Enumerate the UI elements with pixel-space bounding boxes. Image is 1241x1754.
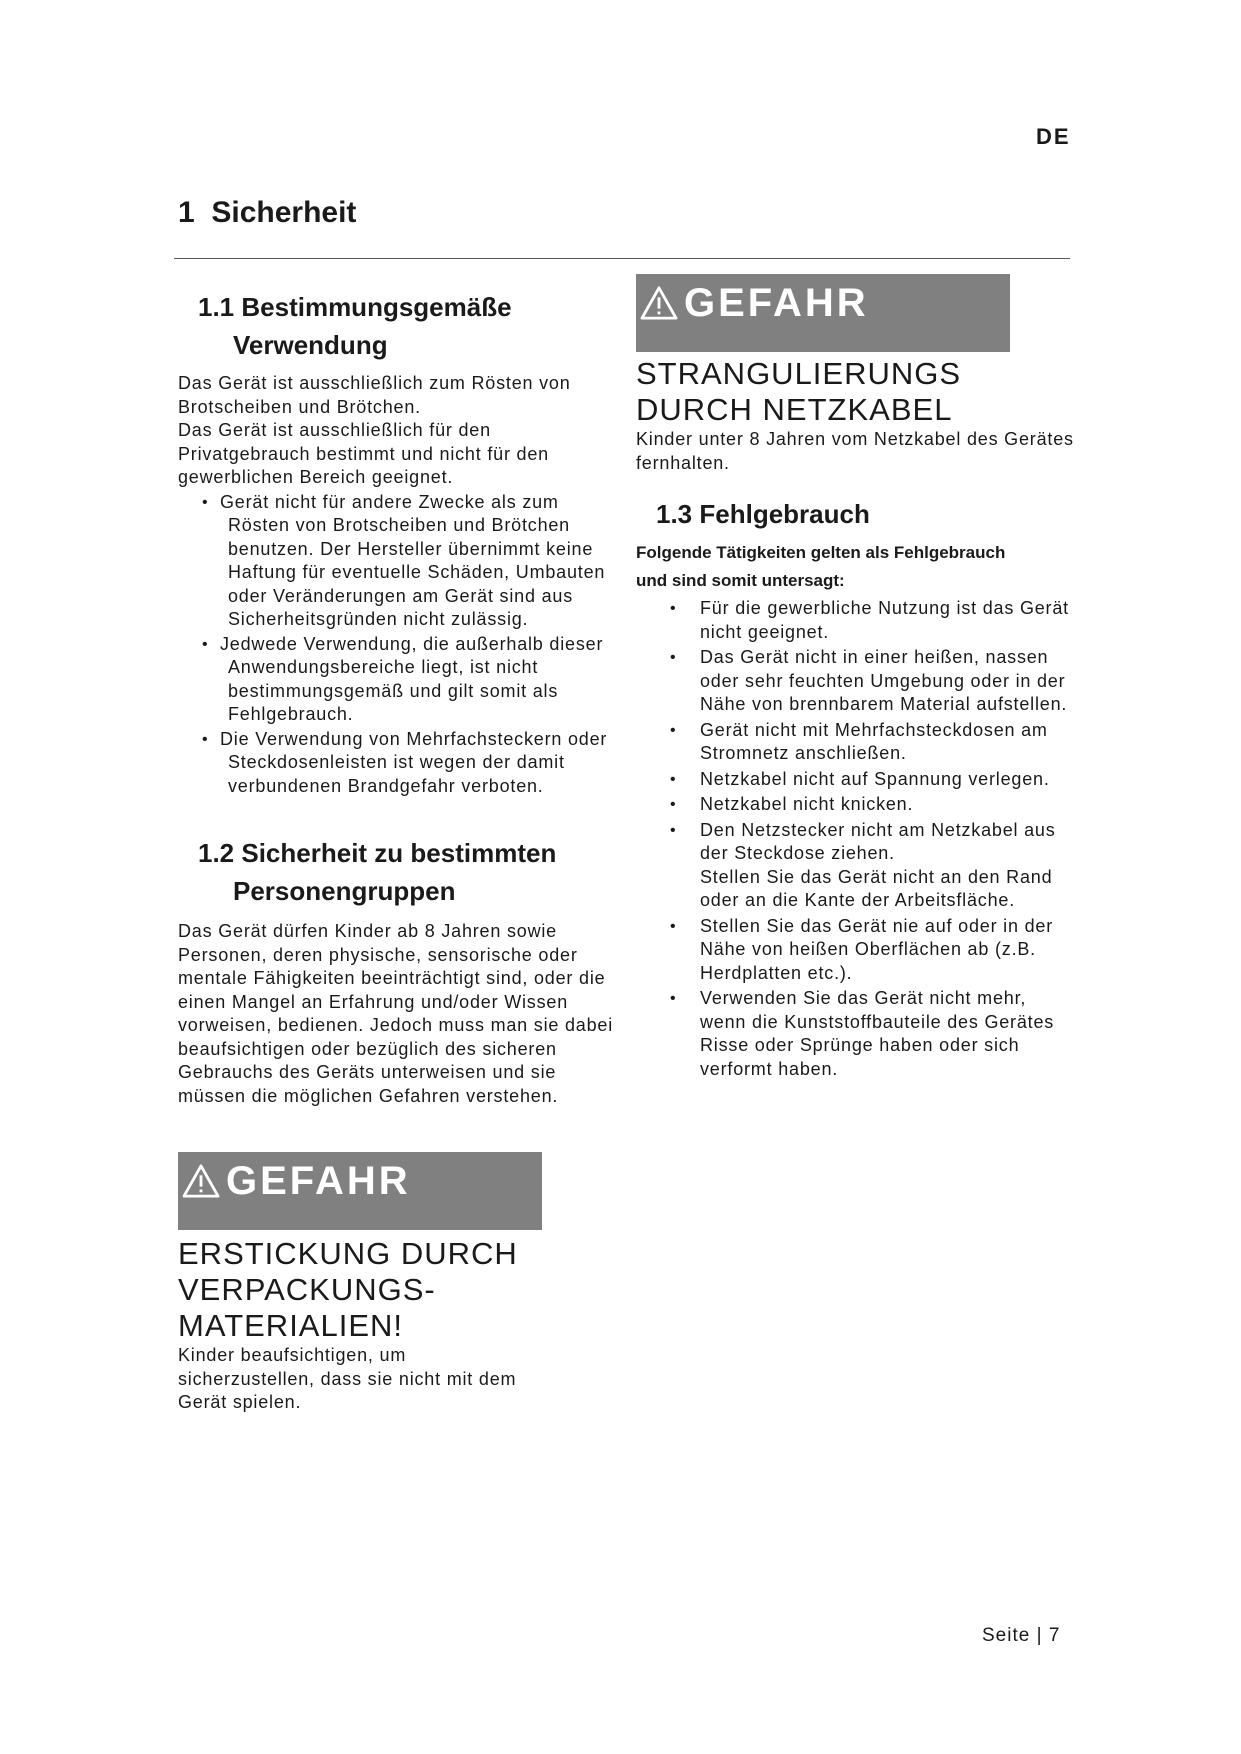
- danger-label: GEFAHR: [684, 281, 869, 325]
- danger-box-strangulation: [636, 274, 1010, 352]
- list-item: • Gerät nicht mit Mehrfachsteckdosen am Stromnetz anschließen.: [670, 719, 1048, 763]
- danger-text: Kinder unter 8 Jahren vom Netzkabel des Gerätes fernhalten.: [636, 429, 1074, 473]
- list-item: • Verwenden Sie das Gerät nicht mehr, wenn die Kunststoffbauteile des Gerätes Risse oder Sprünge haben oder sich verformt haben.: [670, 988, 1055, 1079]
- bullet-icon: •: [670, 649, 677, 666]
- language-code: DE: [1036, 124, 1071, 149]
- bullet-icon: •: [670, 917, 677, 935]
- page-footer: [982, 1625, 1060, 1647]
- danger-heading: STRANGULIERUNGS DURCH NETZKABEL: [636, 356, 962, 427]
- list-item: • Jedwede Verwendung, die außerhalb dieser Anwendungsbereiche liegt, ist nicht bestimmungsgemäß und gilt somit als Fehlgebrauch.: [202, 633, 604, 724]
- danger-text: Kinder beaufsichtigen, um sicherzustellen, dass sie nicht mit dem Gerät spielen.: [178, 1345, 517, 1412]
- bullet-icon: •: [670, 990, 677, 1007]
- section-1-1-bullet-list: [202, 491, 618, 799]
- warning-triangle-icon: [640, 286, 678, 320]
- list-item: • Stellen Sie das Gerät nie auf oder in der Nähe von heißen Oberflächen ab (z.B. Herdplatten etc.).: [670, 915, 1053, 983]
- section-1-2-paragraph: Das Gerät dürfen Kinder ab 8 Jahren sowie Personen, deren physische, sensorische oder mentale Fähigkeiten beeinträchtigt sind, oder die einen Mangel an Erfahrung und/oder Wissen vorweisen, bedienen. Jedoch muss man sie dabei beaufsichtigen oder bezüglich des sicheren Gebrauchs des Geräts unterweisen und sie müssen die möglichen Gefahren verstehen.: [178, 921, 614, 1106]
- bullet-icon: •: [670, 796, 677, 813]
- danger-banner: [178, 1152, 542, 1230]
- page-label: Seite: [982, 1625, 1031, 1646]
- list-item: • Netzkabel nicht auf Spannung verlegen.: [670, 768, 1076, 792]
- section-1-1-heading-line2: Verwendung: [233, 330, 388, 360]
- section-1-2-heading-line1: 1.2 Sicherheit zu bestimmten: [198, 838, 557, 868]
- right-column: [636, 274, 1076, 1083]
- section-1-3-lead: Folgende Tätigkeiten gelten als Fehlgebrauch und sind somit untersagt:: [636, 543, 1006, 590]
- bullet-icon: •: [670, 600, 677, 617]
- chapter-title: [178, 196, 356, 230]
- list-item: • Das Gerät nicht in einer heißen, nassen oder sehr feuchten Umgebung oder in der Nähe von brennbarem Material aufstellen.: [670, 647, 1068, 714]
- chapter-number: 1: [178, 196, 195, 229]
- section-1-3-bullet-list: [670, 597, 1076, 1081]
- bullet-icon: •: [670, 721, 677, 739]
- bullet-icon: •: [670, 770, 677, 788]
- danger-label: GEFAHR: [226, 1159, 411, 1203]
- section-1-2-heading: [178, 834, 618, 910]
- page-number: 7: [1048, 1625, 1061, 1646]
- bullet-icon: •: [670, 821, 677, 839]
- chapter-title-text: Sicherheit: [211, 196, 357, 229]
- warning-triangle-icon: [182, 1164, 220, 1198]
- left-column: [178, 288, 618, 1415]
- section-1-1-heading: [178, 288, 618, 364]
- list-item: • Für die gewerbliche Nutzung ist das Gerät nicht geeignet.: [670, 598, 1069, 642]
- danger-heading: ERSTICKUNG DURCH VERPACKUNGS- MATERIALIEN!: [178, 1236, 518, 1343]
- section-1-1-paragraph-2: Das Gerät ist ausschließlich für den Privatgebrauch bestimmt und nicht für den gewerblichen Bereich geeignet.: [178, 420, 549, 487]
- list-item: • Die Verwendung von Mehrfachsteckern oder Steckdosenleisten ist wegen der damit verbundenen Brandgefahr verboten.: [202, 728, 608, 796]
- section-1-3-heading: 1.3 Fehlgebrauch: [656, 499, 870, 529]
- chapter-divider: [174, 258, 1070, 259]
- section-1-2-heading-line2: Personengruppen: [233, 876, 456, 906]
- list-item: • Den Netzstecker nicht am Netzkabel aus der Steckdose ziehen. Stellen Sie das Gerät nicht an den Rand oder an die Kante der Arbeitsfläche.: [670, 819, 1056, 910]
- danger-banner: [636, 274, 1010, 352]
- danger-box-suffocation: [178, 1152, 542, 1415]
- section-1-1-paragraph-1: Das Gerät ist ausschließlich zum Rösten von Brotscheiben und Brötchen.: [178, 373, 571, 417]
- section-1-1-heading-line1: 1.1 Bestimmungsgemäße: [198, 292, 512, 322]
- list-item: • Gerät nicht für andere Zwecke als zum Rösten von Brotscheiben und Brötchen benutzen. Der Hersteller übernimmt keine Haftung für eventuelle Schäden, Umbauten oder Veränderungen am Gerät sind aus Sicherheitsgründen nicht zulässig.: [202, 491, 606, 629]
- list-item: • Netzkabel nicht knicken.: [670, 793, 1076, 817]
- page-separator: |: [1036, 1625, 1043, 1646]
